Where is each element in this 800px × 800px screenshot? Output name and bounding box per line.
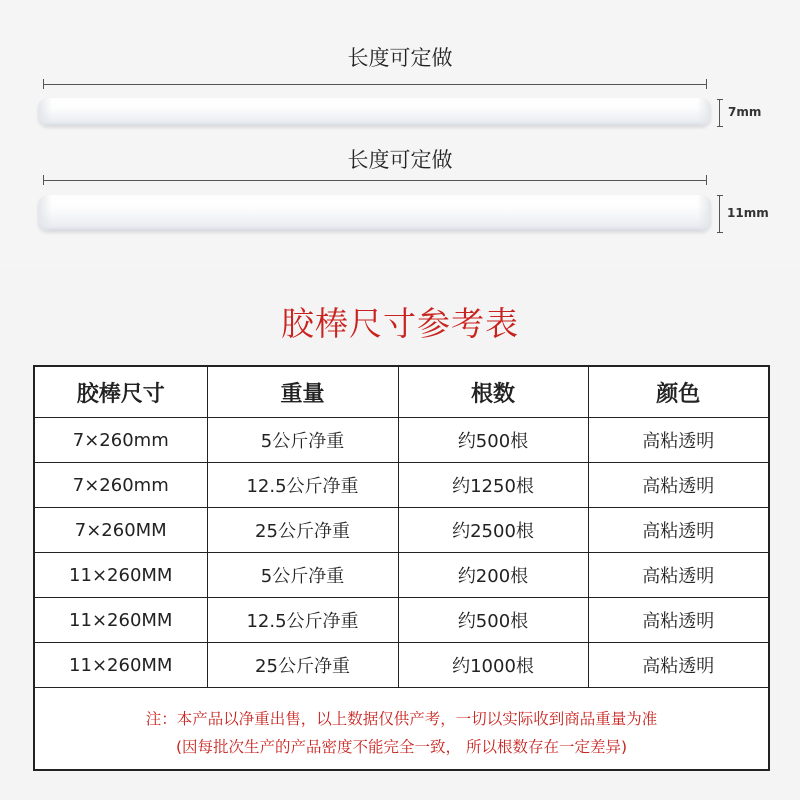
- cell-color: 高粘透明: [588, 463, 768, 508]
- diameter-bracket-2: [717, 195, 723, 233]
- note-line-1: 注：本产品以净重出售，以上数据仅供产考，一切以实际收到商品重量为准: [145, 710, 658, 728]
- glue-stick-7mm: [38, 98, 711, 126]
- table-row: [35, 418, 768, 463]
- dimension-tick-right-1: [706, 79, 707, 89]
- cell-count: 约500根: [398, 418, 588, 463]
- length-label-1: 长度可定做: [347, 46, 453, 70]
- cell-weight: 12.5公斤净重: [207, 463, 398, 508]
- cell-color: 高粘透明: [588, 418, 768, 463]
- table-row: [35, 553, 768, 598]
- cell-color: 高粘透明: [588, 643, 768, 688]
- cell-count: 约1000根: [398, 643, 588, 688]
- cell-weight: 25公斤净重: [207, 643, 398, 688]
- dimension-tick-right-2: [706, 175, 707, 185]
- cell-size: 11×260MM: [35, 643, 207, 688]
- cell-weight: 5公斤净重: [207, 418, 398, 463]
- table-row: [35, 463, 768, 508]
- cell-weight: 5公斤净重: [207, 553, 398, 598]
- cell-size: 7×260mm: [35, 463, 207, 508]
- header-color: 颜色: [588, 367, 768, 418]
- table-header-row: [35, 367, 768, 418]
- cell-weight: 25公斤净重: [207, 508, 398, 553]
- table-row: [35, 508, 768, 553]
- dimension-line-2: [43, 180, 707, 181]
- cell-color: 高粘透明: [588, 508, 768, 553]
- cell-count: 约200根: [398, 553, 588, 598]
- header-weight: 重量: [207, 367, 398, 418]
- header-count: 根数: [398, 367, 588, 418]
- cell-size: 7×260MM: [35, 508, 207, 553]
- cell-color: 高粘透明: [588, 598, 768, 643]
- cell-count: 约500根: [398, 598, 588, 643]
- cell-size: 11×260MM: [35, 598, 207, 643]
- diameter-bracket-1: [717, 99, 723, 127]
- diameter-label-1: 7mm: [728, 105, 762, 119]
- cell-color: 高粘透明: [588, 553, 768, 598]
- cell-count: 约2500根: [398, 508, 588, 553]
- cell-size: 7×260mm: [35, 418, 207, 463]
- header-size: 胶棒尺寸: [35, 367, 207, 418]
- glue-stick-11mm: [38, 195, 711, 231]
- table-row: [35, 643, 768, 688]
- table-row: [35, 598, 768, 643]
- dimension-line-1: [43, 84, 707, 85]
- table-title: 胶棒尺寸参考表: [281, 304, 519, 343]
- cell-size: 11×260MM: [35, 553, 207, 598]
- note-line-2: (因每批次生产的产品密度不能完全一致， 所以根数存在一定差异): [175, 738, 628, 756]
- size-reference-table: [33, 365, 770, 771]
- cell-count: 约1250根: [398, 463, 588, 508]
- spec-table: [35, 367, 768, 688]
- diameter-label-2: 11mm: [727, 206, 769, 220]
- product-diagram: [0, 0, 800, 270]
- length-label-2: 长度可定做: [347, 148, 453, 172]
- cell-weight: 12.5公斤净重: [207, 598, 398, 643]
